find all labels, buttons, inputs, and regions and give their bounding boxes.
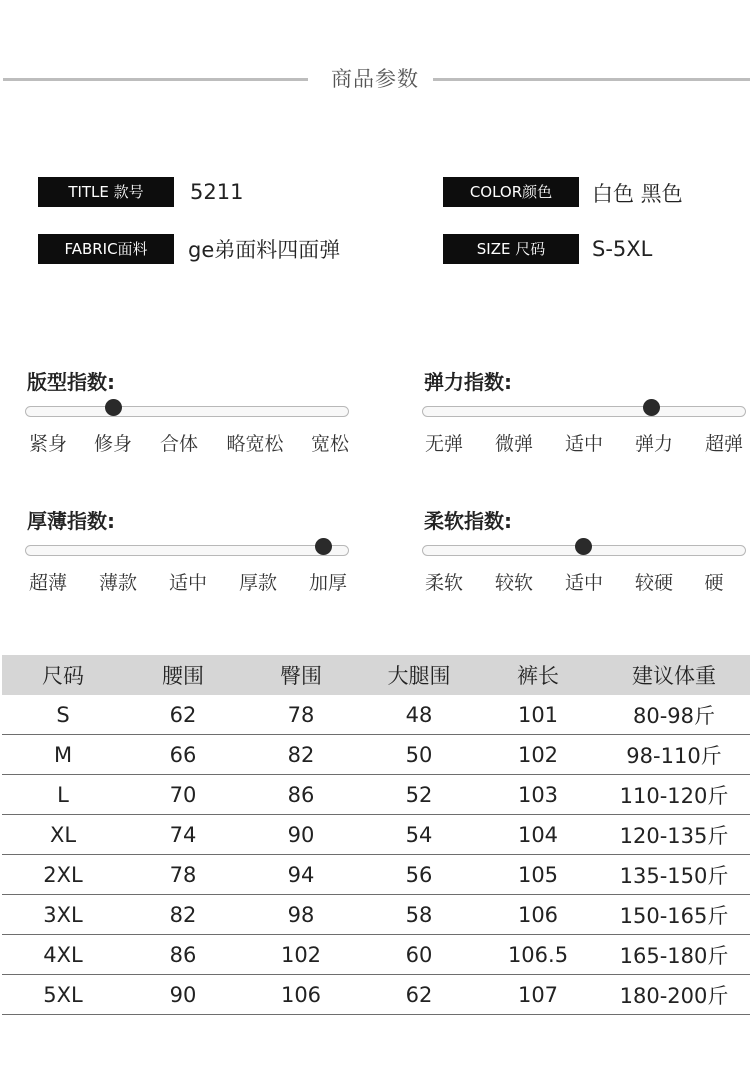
- stretch-index-knob: [643, 399, 660, 416]
- table-cell: 54: [360, 815, 478, 855]
- table-row: [2, 895, 750, 935]
- table-cell: XL: [2, 815, 124, 855]
- size-value: S-5XL: [592, 237, 653, 261]
- color-tag: COLOR颜色: [443, 177, 579, 207]
- table-cell: 80-98斤: [598, 695, 750, 735]
- stretch-label: 适中: [564, 433, 603, 455]
- softness-label: 柔软: [424, 572, 463, 594]
- table-cell: 98-110斤: [598, 735, 750, 775]
- table-cell: 4XL: [2, 935, 124, 975]
- fit-index-track: [25, 406, 349, 417]
- table-cell: 165-180斤: [598, 935, 750, 975]
- stretch-index-title: 弹力指数:: [424, 370, 512, 394]
- table-row: [2, 935, 750, 975]
- table-cell: 2XL: [2, 855, 124, 895]
- table-cell: 66: [124, 735, 242, 775]
- table-header-cell: 臀围: [242, 655, 360, 695]
- fit-label: 略宽松: [226, 433, 284, 455]
- table-cell: 120-135斤: [598, 815, 750, 855]
- table-cell: 98: [242, 895, 360, 935]
- table-cell: 180-200斤: [598, 975, 750, 1015]
- thickness-index-title: 厚薄指数:: [27, 509, 115, 533]
- table-cell: 103: [478, 775, 598, 815]
- stretch-label: 无弹: [424, 433, 463, 455]
- table-cell: 90: [242, 815, 360, 855]
- table-cell: 74: [124, 815, 242, 855]
- softness-label: 较软: [494, 572, 533, 594]
- title-tag: TITLE 款号: [38, 177, 174, 207]
- table-cell: 102: [478, 735, 598, 775]
- stretch-index-track: [422, 406, 746, 417]
- table-cell: L: [2, 775, 124, 815]
- table-cell: 86: [242, 775, 360, 815]
- table-cell: M: [2, 735, 124, 775]
- table-cell: 86: [124, 935, 242, 975]
- table-cell: 56: [360, 855, 478, 895]
- table-cell: 90: [124, 975, 242, 1015]
- table-cell: 3XL: [2, 895, 124, 935]
- size-table: [2, 655, 750, 1015]
- stretch-label: 弹力: [634, 433, 673, 455]
- table-cell: 48: [360, 695, 478, 735]
- table-row: [2, 775, 750, 815]
- table-cell: 106: [478, 895, 598, 935]
- thickness-index-knob: [315, 538, 332, 555]
- table-header-cell: 尺码: [2, 655, 124, 695]
- fit-label: 宽松: [310, 433, 349, 455]
- table-cell: 104: [478, 815, 598, 855]
- softness-index-title: 柔软指数:: [424, 509, 512, 533]
- size-tag: SIZE 尺码: [443, 234, 579, 264]
- table-cell: 62: [124, 695, 242, 735]
- table-row: [2, 855, 750, 895]
- fit-index-knob: [105, 399, 122, 416]
- thickness-label: 适中: [168, 572, 207, 594]
- table-row: [2, 695, 750, 735]
- thickness-label: 厚款: [238, 572, 277, 594]
- table-cell: 60: [360, 935, 478, 975]
- header-divider-right: [433, 78, 750, 81]
- thickness-index-track: [25, 545, 349, 556]
- stretch-label: 微弹: [494, 433, 533, 455]
- table-cell: 106.5: [478, 935, 598, 975]
- table-row: [2, 815, 750, 855]
- softness-label: 较硬: [634, 572, 673, 594]
- table-header-cell: 裤长: [478, 655, 598, 695]
- table-cell: 52: [360, 775, 478, 815]
- table-cell: 107: [478, 975, 598, 1015]
- table-cell: 62: [360, 975, 478, 1015]
- header-divider-left: [3, 78, 308, 81]
- table-cell: 70: [124, 775, 242, 815]
- table-cell: 135-150斤: [598, 855, 750, 895]
- table-cell: 101: [478, 695, 598, 735]
- title-value: 5211: [190, 180, 244, 204]
- table-row: [2, 975, 750, 1015]
- thickness-label: 薄款: [98, 572, 137, 594]
- softness-label: 适中: [564, 572, 603, 594]
- table-cell: 82: [242, 735, 360, 775]
- softness-label: 硬: [704, 572, 724, 594]
- table-cell: 102: [242, 935, 360, 975]
- thickness-label: 加厚: [308, 572, 347, 594]
- table-header-row: [2, 655, 750, 695]
- fabric-value: ge弟面料四面弹: [188, 238, 341, 262]
- thickness-label: 超薄: [28, 572, 67, 594]
- table-cell: 94: [242, 855, 360, 895]
- fit-index-title: 版型指数:: [27, 370, 115, 394]
- table-cell: 106: [242, 975, 360, 1015]
- fit-label: 合体: [159, 433, 198, 455]
- table-cell: 110-120斤: [598, 775, 750, 815]
- table-cell: S: [2, 695, 124, 735]
- section-title: 商品参数: [331, 67, 419, 91]
- table-header-cell: 大腿围: [360, 655, 478, 695]
- table-row: [2, 735, 750, 775]
- stretch-label: 超弹: [704, 433, 743, 455]
- fabric-tag: FABRIC面料: [38, 234, 174, 264]
- softness-index-knob: [575, 538, 592, 555]
- fit-label: 修身: [93, 433, 132, 455]
- table-cell: 82: [124, 895, 242, 935]
- fit-label: 紧身: [28, 433, 67, 455]
- table-header-cell: 建议体重: [598, 655, 750, 695]
- table-cell: 78: [242, 695, 360, 735]
- table-cell: 150-165斤: [598, 895, 750, 935]
- table-cell: 78: [124, 855, 242, 895]
- table-cell: 105: [478, 855, 598, 895]
- table-header-cell: 腰围: [124, 655, 242, 695]
- table-cell: 5XL: [2, 975, 124, 1015]
- table-cell: 50: [360, 735, 478, 775]
- table-cell: 58: [360, 895, 478, 935]
- color-value: 白色 黑色: [592, 182, 683, 206]
